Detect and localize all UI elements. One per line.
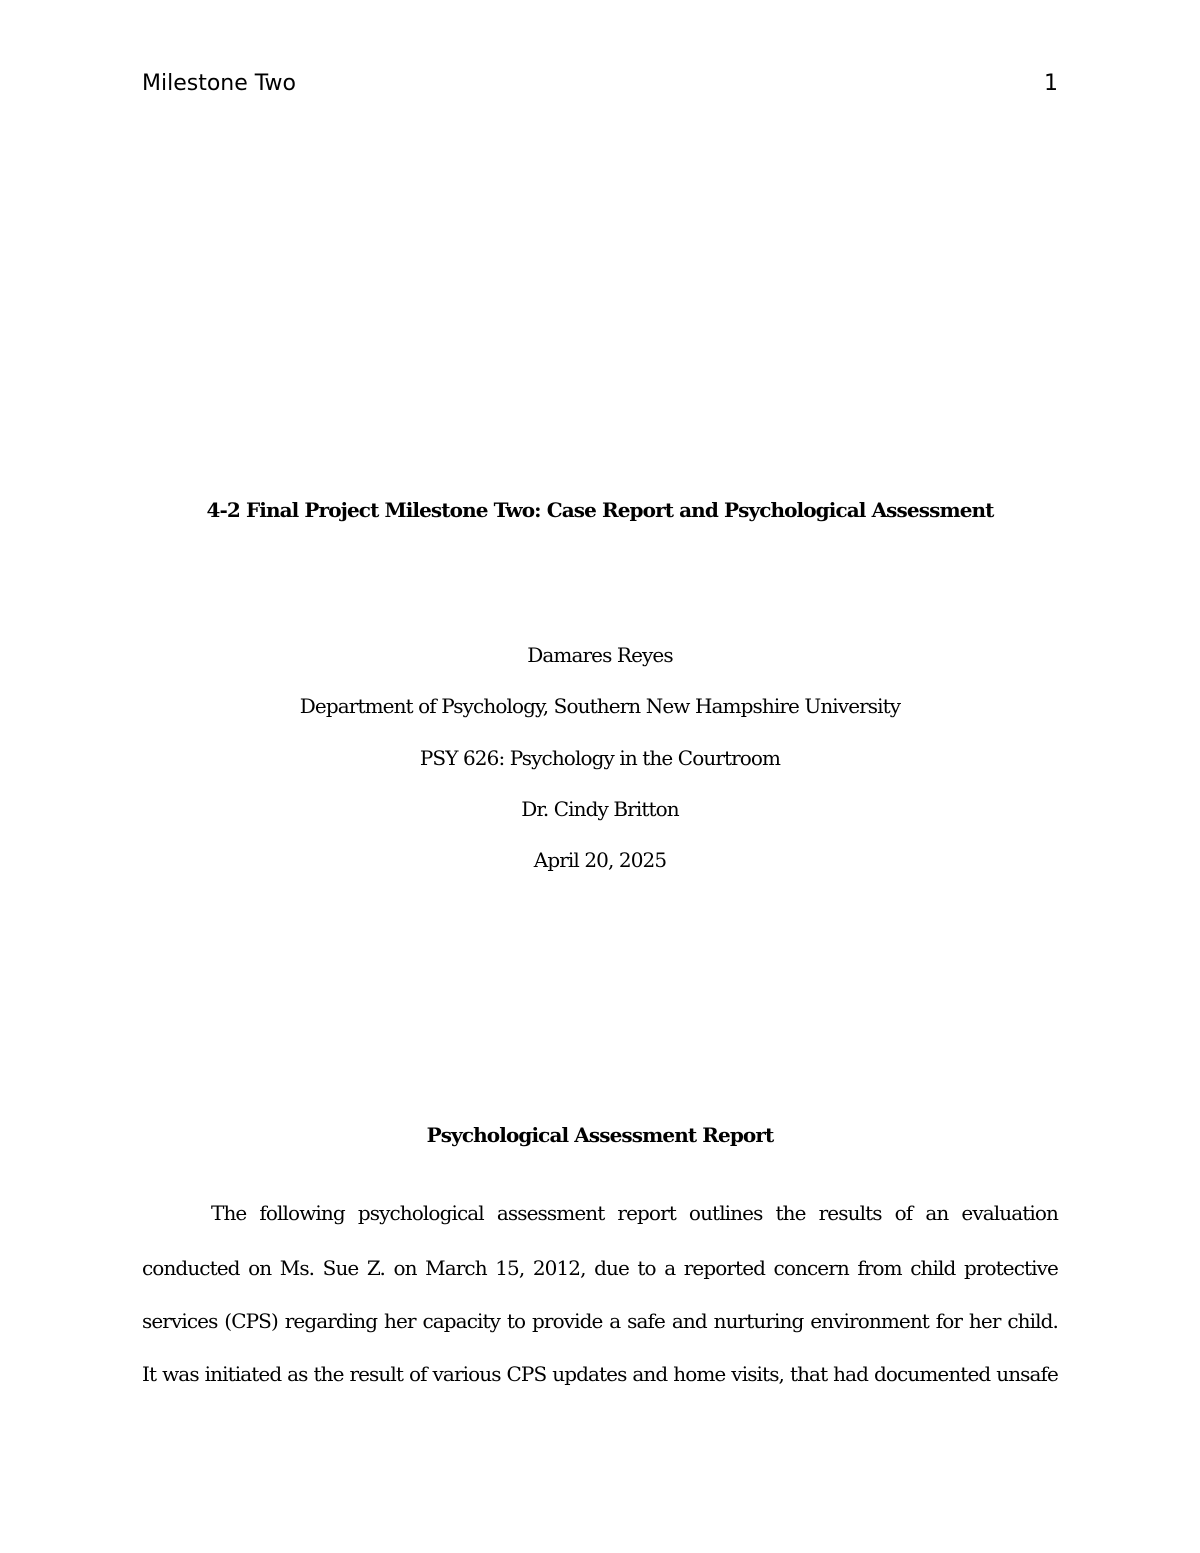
author-name: Damares Reyes: [527, 643, 673, 667]
paper-title: 4-2 Final Project Milestone Two: Case Report and Psychological Assessment: [206, 498, 994, 522]
section-heading: Psychological Assessment Report: [426, 1123, 774, 1147]
course-name: PSY 626: Psychology in the Courtroom: [419, 746, 781, 770]
header-title: Milestone Two: [142, 71, 297, 96]
paragraph-line: services (CPS) regarding her capacity to provide a safe and nurturing environment for her child.: [142, 1309, 1058, 1333]
running-header: [142, 68, 1060, 104]
instructor-name: Dr. Cindy Britton: [521, 797, 679, 821]
page-number: 1: [1044, 71, 1058, 96]
submission-date: April 20, 2025: [533, 848, 667, 872]
paragraph-line: It was initiated as the result of various CPS updates and home visits, that had documented unsafe: [142, 1362, 1058, 1386]
author-affiliation: Department of Psychology, Southern New Hampshire University: [299, 694, 901, 718]
paragraph-line: conducted on Ms. Sue Z. on March 15, 2012, due to a reported concern from child protective: [142, 1256, 1058, 1280]
paragraph-line: The following psychological assessment report outlines the results of an evaluation: [211, 1201, 1058, 1225]
